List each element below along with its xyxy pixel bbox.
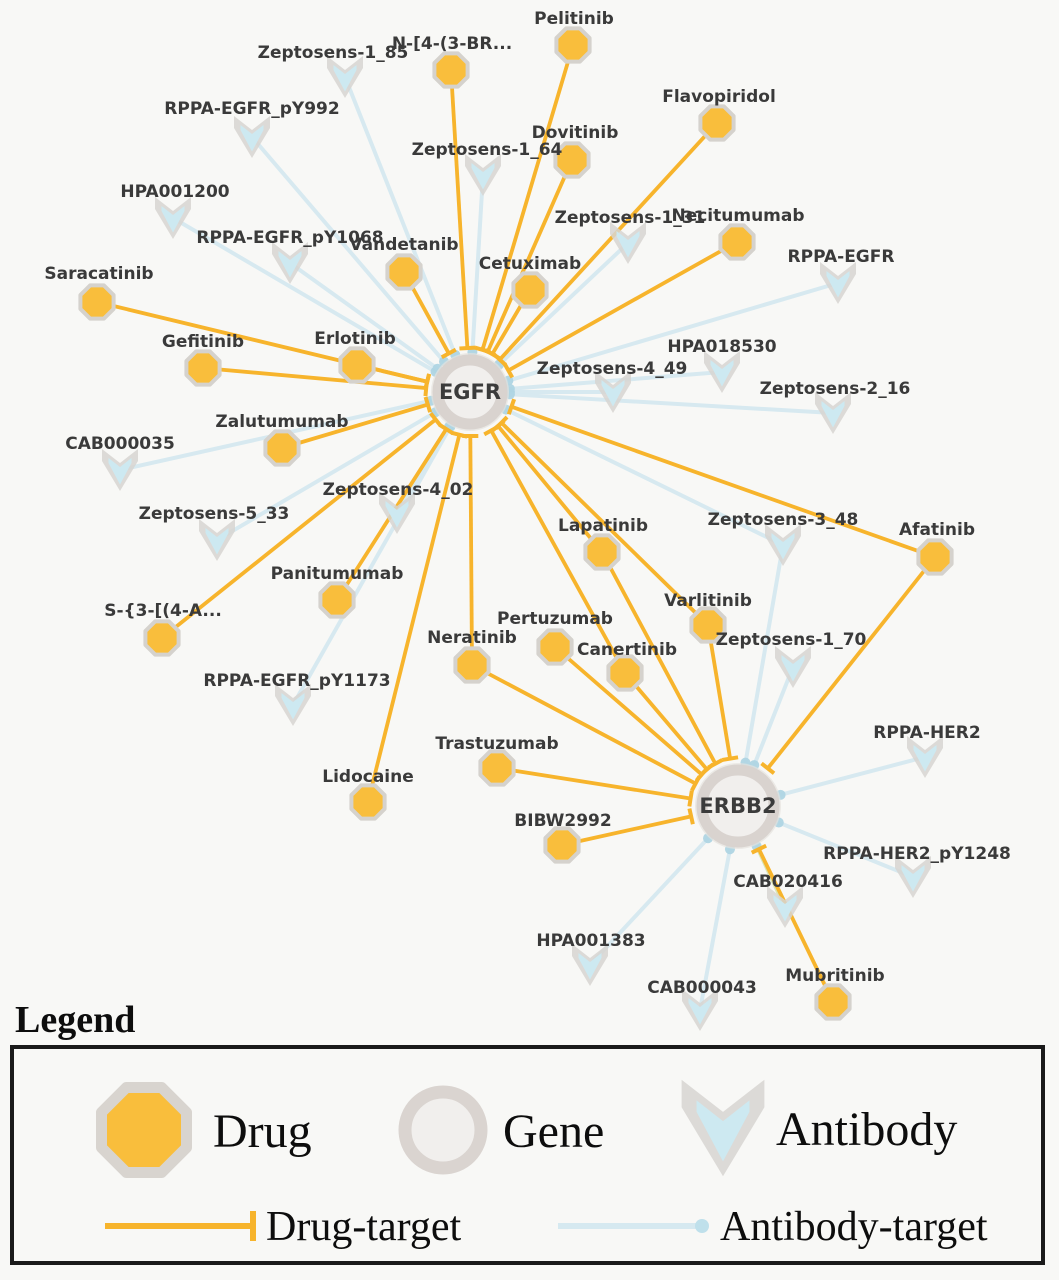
node-label-hpa001200: HPA001200 [120,182,230,202]
node-label-flavopiridol: Flavopiridol [662,87,776,107]
node-cetuximab[interactable] [513,273,546,306]
node-pertuzumab[interactable] [538,630,571,663]
node-label-afatinib: Afatinib [898,520,976,540]
node-flavopiridol[interactable] [700,106,733,139]
node-panitumumab[interactable] [320,583,353,616]
node-trastuzumab[interactable] [480,751,513,784]
node-gefitinib[interactable] [186,351,219,384]
node-label-cab020416: CAB020416 [733,872,843,892]
node-canertinib[interactable] [608,656,641,689]
edge-trastuzumab-ERBB2 [497,768,692,806]
edge-z185-EGFR [345,77,460,360]
node-z348[interactable] [765,524,801,566]
node-EGFR[interactable] [433,355,507,429]
node-s34a[interactable] [145,621,178,654]
node-label-necitumumab: Necitumumab [671,206,805,226]
node-afatinib[interactable] [918,540,951,573]
node-vandetanib[interactable] [387,255,420,288]
node-label-varlitinib: Varlitinib [664,591,752,611]
node-label-saracatinib: Saracatinib [44,264,154,284]
node-label-rppa_her2: RPPA-HER2 [873,723,981,743]
legend-drug-edge-label: Drug-target [266,1204,462,1250]
node-label-cab000043: CAB000043 [647,978,757,998]
legend-gene-icon [405,1092,481,1168]
legend [12,999,1043,1263]
node-label-pelitinib: Pelitinib [534,9,614,29]
legend-gene-label: Gene [503,1105,605,1158]
node-label-canertinib: Canertinib [576,640,678,660]
node-label-z185: Zeptosens-1_85 [257,43,409,63]
edge-z170-ERBB2 [749,667,793,770]
node-mubritinib[interactable] [816,985,849,1018]
node-bibw2992[interactable] [545,828,578,861]
node-label-py1173: RPPA-EGFR_pY1173 [203,671,391,691]
node-label-s34a: S-{3-[(4-A... [104,601,222,621]
node-pelitinib[interactable] [556,28,589,61]
node-label-mubritinib: Mubritinib [785,966,885,986]
node-label-hpa001383: HPA001383 [536,931,646,951]
node-label-panitumumab: Panitumumab [270,564,404,584]
node-saracatinib[interactable] [80,285,113,318]
node-label-zalutumumab: Zalutumumab [215,412,349,432]
node-label-bibw2992: BIBW2992 [514,811,612,831]
node-label-lidocaine: Lidocaine [322,767,414,787]
node-rppa_egfr[interactable] [820,262,856,304]
node-z533[interactable] [199,519,235,561]
node-z170[interactable] [775,646,811,688]
node-lapatinib[interactable] [585,535,618,568]
legend-antibody-edge-dot [695,1219,709,1233]
node-label-neratinib: Neratinib [427,628,517,648]
node-label-py1068: RPPA-EGFR_pY1068 [196,228,384,248]
node-cab000035[interactable] [102,449,138,491]
node-label-z131: Zeptosens-1_31 [554,208,706,228]
node-lidocaine[interactable] [351,785,384,818]
node-label-vandetanib: Vandetanib [349,235,459,255]
node-label-lapatinib: Lapatinib [558,516,648,536]
node-label-rppa_egfr: RPPA-EGFR [787,247,895,267]
gene-label-EGFR: EGFR [438,380,502,404]
node-label-z402: Zeptosens-4_02 [322,480,474,500]
node-label-z348: Zeptosens-3_48 [707,510,859,530]
edge-n4br-EGFR [451,70,475,349]
edge-rppa_her2-ERBB2 [776,757,925,800]
node-label-trastuzumab: Trastuzumab [435,734,559,754]
node-n4br[interactable] [434,53,467,86]
legend-drug-icon [102,1088,187,1173]
node-label-erlotinib: Erlotinib [314,329,396,349]
node-z164[interactable] [465,154,501,196]
node-label-z164: Zeptosens-1_64 [411,140,563,160]
edge-canertinib-ERBB2 [625,673,713,775]
legend-antibody-edge-label: Antibody-target [720,1204,988,1250]
node-label-z170: Zeptosens-1_70 [715,630,867,650]
node-hpa001200[interactable] [155,197,191,239]
node-label-n4br: N-[4-(3-BR... [391,34,513,54]
node-erlotinib[interactable] [340,348,373,381]
label-layer [44,9,1010,998]
node-necitumumab[interactable] [720,225,753,258]
node-label-cetuximab: Cetuximab [478,254,582,274]
gene-label-ERBB2: ERBB2 [699,794,777,818]
node-label-gefitinib: Gefitinib [161,332,245,352]
node-z131[interactable] [610,222,646,264]
node-label-dovitinib: Dovitinib [531,123,619,143]
node-zalutumumab[interactable] [265,431,298,464]
legend-antibody-label: Antibody [776,1103,958,1156]
node-label-z533: Zeptosens-5_33 [138,504,290,524]
node-label-pertuzumab: Pertuzumab [497,609,613,629]
node-neratinib[interactable] [455,648,488,681]
node-label-py1248: RPPA-HER2_pY1248 [823,844,1011,864]
node-ERBB2[interactable] [697,765,779,847]
node-label-hpa018530: HPA018530 [667,337,777,357]
node-label-z216: Zeptosens-2_16 [759,379,911,399]
node-cab020416[interactable] [767,886,803,928]
node-label-cab000035: CAB000035 [65,434,175,454]
legend-drug-label: Drug [213,1105,312,1158]
legend-title: Legend [15,999,136,1041]
node-label-py992: RPPA-EGFR_pY992 [164,99,340,119]
node-hpa018530[interactable] [704,351,740,393]
node-label-z449: Zeptosens-4_49 [536,359,688,379]
